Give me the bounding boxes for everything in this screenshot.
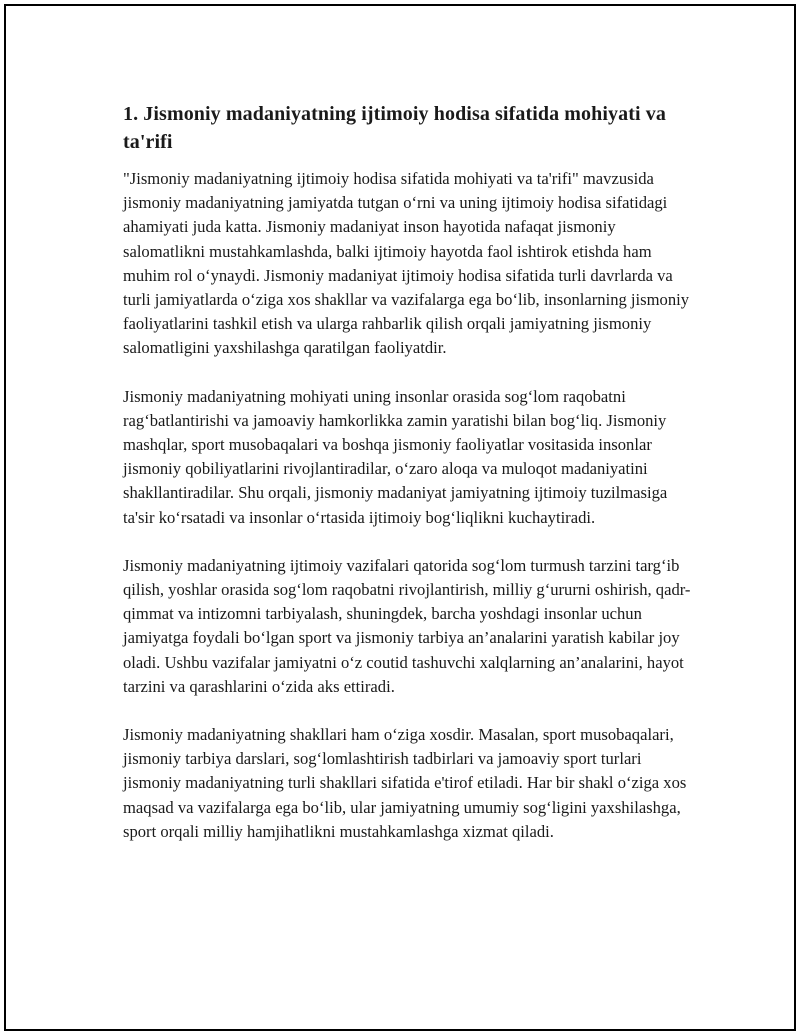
paragraph-1: "Jismoniy madaniyatning ijtimoiy hodisa sifatida mohiyati va ta'rifi" mavzusida jismoniy madaniyatning jamiyatda tutgan o‘rni va uning ijtimoiy hodisa sifatidagi ahamiyati juda katta. Jismoniy madaniyat inson hayotida nafaqat jismoniy salomatlikni mustahkamlashda, balki ijtimoiy hayotda faol ishtirok etishda ham muhim rol o‘ynaydi. Jismoniy madaniyat ijtimoiy hodisa sifatida turli davrlarda va turli jamiyatlarda o‘ziga xos shakllar va vazifalarga ega bo‘lib, insonlarning jismoniy faoliyatlarini tashkil etish va ularga rahbarlik qilish orqali jamiyatning jismoniy salomatligini yaxshilashga qaratilgan faoliyatdir. [123,169,690,358]
page-frame [4,4,796,1031]
paragraph-2: Jismoniy madaniyatning mohiyati uning insonlar orasida sog‘lom raqobatni rag‘batlantirishi va jamoaviy hamkorlikka zamin yaratishi bilan bog‘liq. Jismoniy mashqlar, sport musobaqalari va boshqa jismoniy faoliyatlar vositasida insonlar jismoniy qobiliyatlarini rivojlantiradilar, o‘zaro aloqa va muloqot madaniyatini shakllantiradilar. Shu orqali, jismoniy madaniyat jamiyatning ijtimoiy tuzilmasiga ta'sir ko‘rsatadi va insonlar o‘rtasida ijtimoiy bog‘liqlikni kuchaytiradi. [123,386,668,527]
document-title: 1. Jismoniy madaniyatning ijtimoiy hodisa sifatida mohiyati va ta'rifi [123,103,666,153]
paragraph-4: Jismoniy madaniyatning shakllari ham o‘ziga xosdir. Masalan, sport musobaqalari, jismoniy tarbiya darslari, sog‘lomlashtirish tadbirlari va jamoaviy sport turlari jismoniy madaniyatning turli shakllari sifatida e'tirof etiladi. Har bir shakl o‘ziga xos maqsad va vazifalarga ega bo‘lib, ular jamiyatning umumiy sog‘ligini yaxshilashga, sport orqali milliy hamjihatlikni mustahkamlashga xizmat qiladi. [123,725,687,841]
document-body [123,100,693,868]
paragraph-3: Jismoniy madaniyatning ijtimoiy vazifalari qatorida sog‘lom turmush tarzini targ‘ib qilish, yoshlar orasida sog‘lom raqobatni rivojlantirish, milliy g‘ururni oshirish, qadr-qimmat va intizomni tarbiyalash, shuningdek, barcha yoshdagi insonlar uchun jamiyatga foydali bo‘lgan sport va jismoniy tarbiya an’analarini yaratish kabilar joy oladi. Ushbu vazifalar jamiyatni o‘z coutid tashuvchi xalqlarning an’analarini, hayot tarzini va qarashlarini o‘zida aks ettiradi. [123,555,691,696]
